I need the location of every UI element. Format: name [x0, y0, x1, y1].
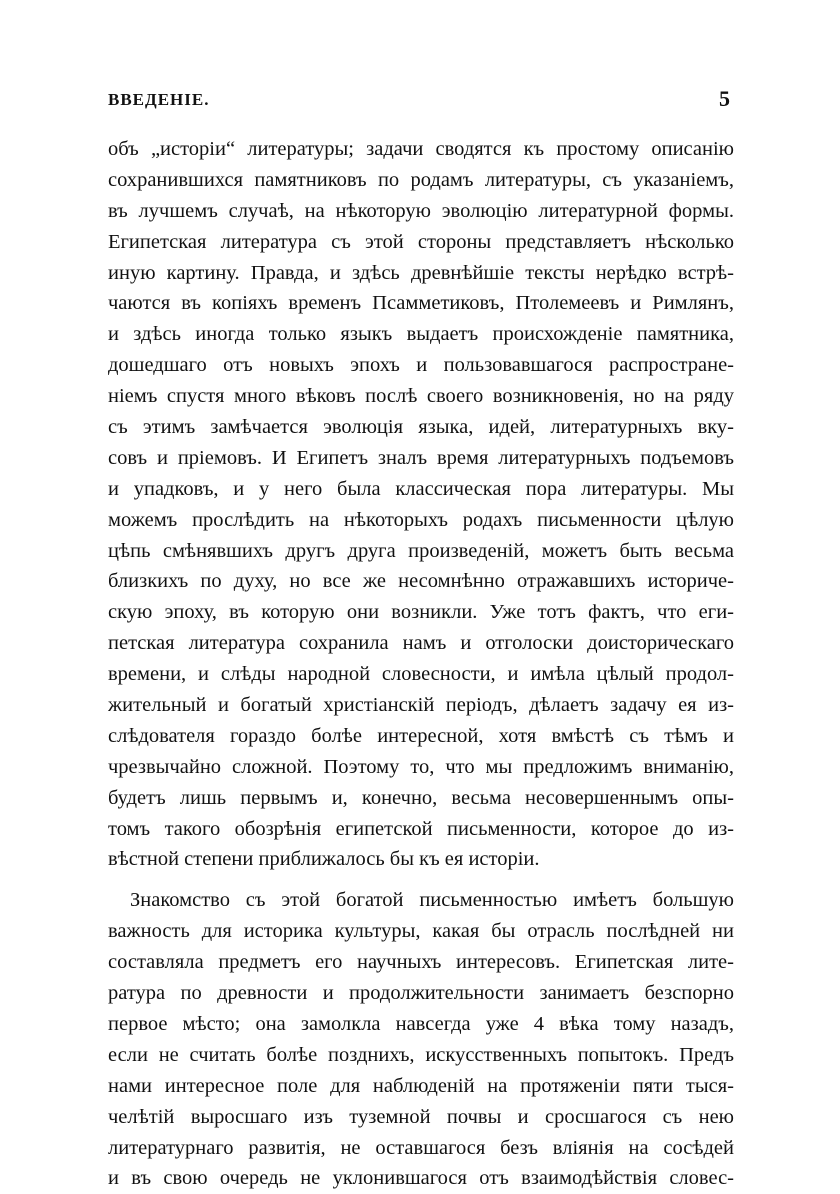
text-line: близкихъ по духу, но все же несомнѣнно отражавшихъ историче- [108, 570, 734, 593]
text-line: вѣстной степени приближалось бы къ ея исторіи. [108, 848, 540, 871]
text-line: ратура по древности и продолжительности занимаетъ безспорно [108, 982, 734, 1005]
text-line: объ „исторіи“ литературы; задачи сводятся къ простому описанію [108, 138, 734, 160]
text-line: времени, и слѣды народной словесности, и имѣла цѣлый продол- [108, 663, 734, 686]
text-line: и въ свою очередь не уклонившагося отъ взаимодѣйствія словес- [108, 1167, 734, 1190]
text-line: петская литература сохранила намъ и отголоски доисторическаго [108, 632, 734, 655]
text-line: совъ и пріемовъ. И Египетъ зналъ время литературныхъ подъемовъ [108, 446, 734, 469]
text-line: челѣтій выросшаго изъ туземной почвы и сросшагося съ нею [108, 1105, 734, 1128]
page-number: 5 [719, 86, 730, 111]
text-line: чаются въ копіяхъ временъ Псамметиковъ, Птолемеевъ и Римлянъ, [108, 292, 734, 315]
text-line: и упадковъ, и у него была классическая пора литературы. Мы [108, 477, 734, 500]
text-line: Знакомство съ этой богатой письменностью имѣетъ большую [130, 889, 734, 912]
text-line: чрезвычайно сложной. Поэтому то, что мы предложимъ вниманію, [108, 755, 734, 778]
running-head-title: ВВЕДЕНІЕ. [108, 90, 210, 109]
text-line: первое мѣсто; она замолкла навсегда уже 4 вѣка тому назадъ, [108, 1012, 734, 1035]
text-line: будетъ лишь первымъ и, конечно, весьма несовершеннымъ опы- [108, 786, 734, 809]
text-line: можемъ прослѣдить на нѣкоторыхъ родахъ письменности цѣлую [108, 508, 734, 531]
text-line: съ этимъ замѣчается эволюція языка, идей, литературныхъ вку- [108, 416, 734, 439]
text-line: слѣдователя гораздо болѣе интересной, хотя вмѣстѣ съ тѣмъ и [108, 724, 734, 747]
paragraph-2 [108, 885, 734, 1194]
text-line: въ лучшемъ случаѣ, на нѣкоторую эволюцію литературной формы. [108, 199, 734, 222]
text-line: составляла предметъ его научныхъ интересовъ. Египетская лите- [108, 951, 734, 974]
text-line: скую эпоху, въ которую они возникли. Уже тотъ фактъ, что еги- [108, 601, 734, 624]
text-line: Египетская литература съ этой стороны представляетъ нѣсколько [108, 230, 734, 253]
body-text [108, 134, 734, 1194]
paragraph-1 [108, 134, 734, 875]
paragraph-gap [108, 875, 734, 885]
text-line: и здѣсь иногда только языкъ выдаетъ происхожденіе памятника, [108, 323, 734, 346]
text-line: жительный и богатый христіанскій періодъ, дѣлаетъ задачу ея из- [108, 694, 734, 717]
text-line: если не считать болѣе позднихъ, искусственныхъ попытокъ. Предъ [108, 1043, 734, 1066]
text-line: нами интересное поле для наблюденій на протяженіи пяти тыся- [108, 1074, 734, 1097]
text-line: дошедшаго отъ новыхъ эпохъ и пользовавшагося распростране- [108, 354, 734, 377]
text-line: литературнаго развитія, не оставшагося безъ вліянія на сосѣдей [108, 1136, 734, 1159]
text-line: важность для историка культуры, какая бы отрасль послѣдней ни [108, 920, 734, 943]
text-line: томъ такого обозрѣнія египетской письменности, которое до из- [108, 817, 734, 840]
text-line: ніемъ спустя много вѣковъ послѣ своего возникновенія, но на ряду [108, 385, 734, 408]
text-line: цѣпь смѣнявшихъ другъ друга произведеній, можетъ быть весьма [108, 539, 734, 562]
text-line: иную картину. Правда, и здѣсь древнѣйшіе тексты нерѣдко встрѣ- [108, 261, 734, 284]
text-line: сохранившихся памятниковъ по родамъ литературы, съ указаніемъ, [108, 168, 734, 191]
